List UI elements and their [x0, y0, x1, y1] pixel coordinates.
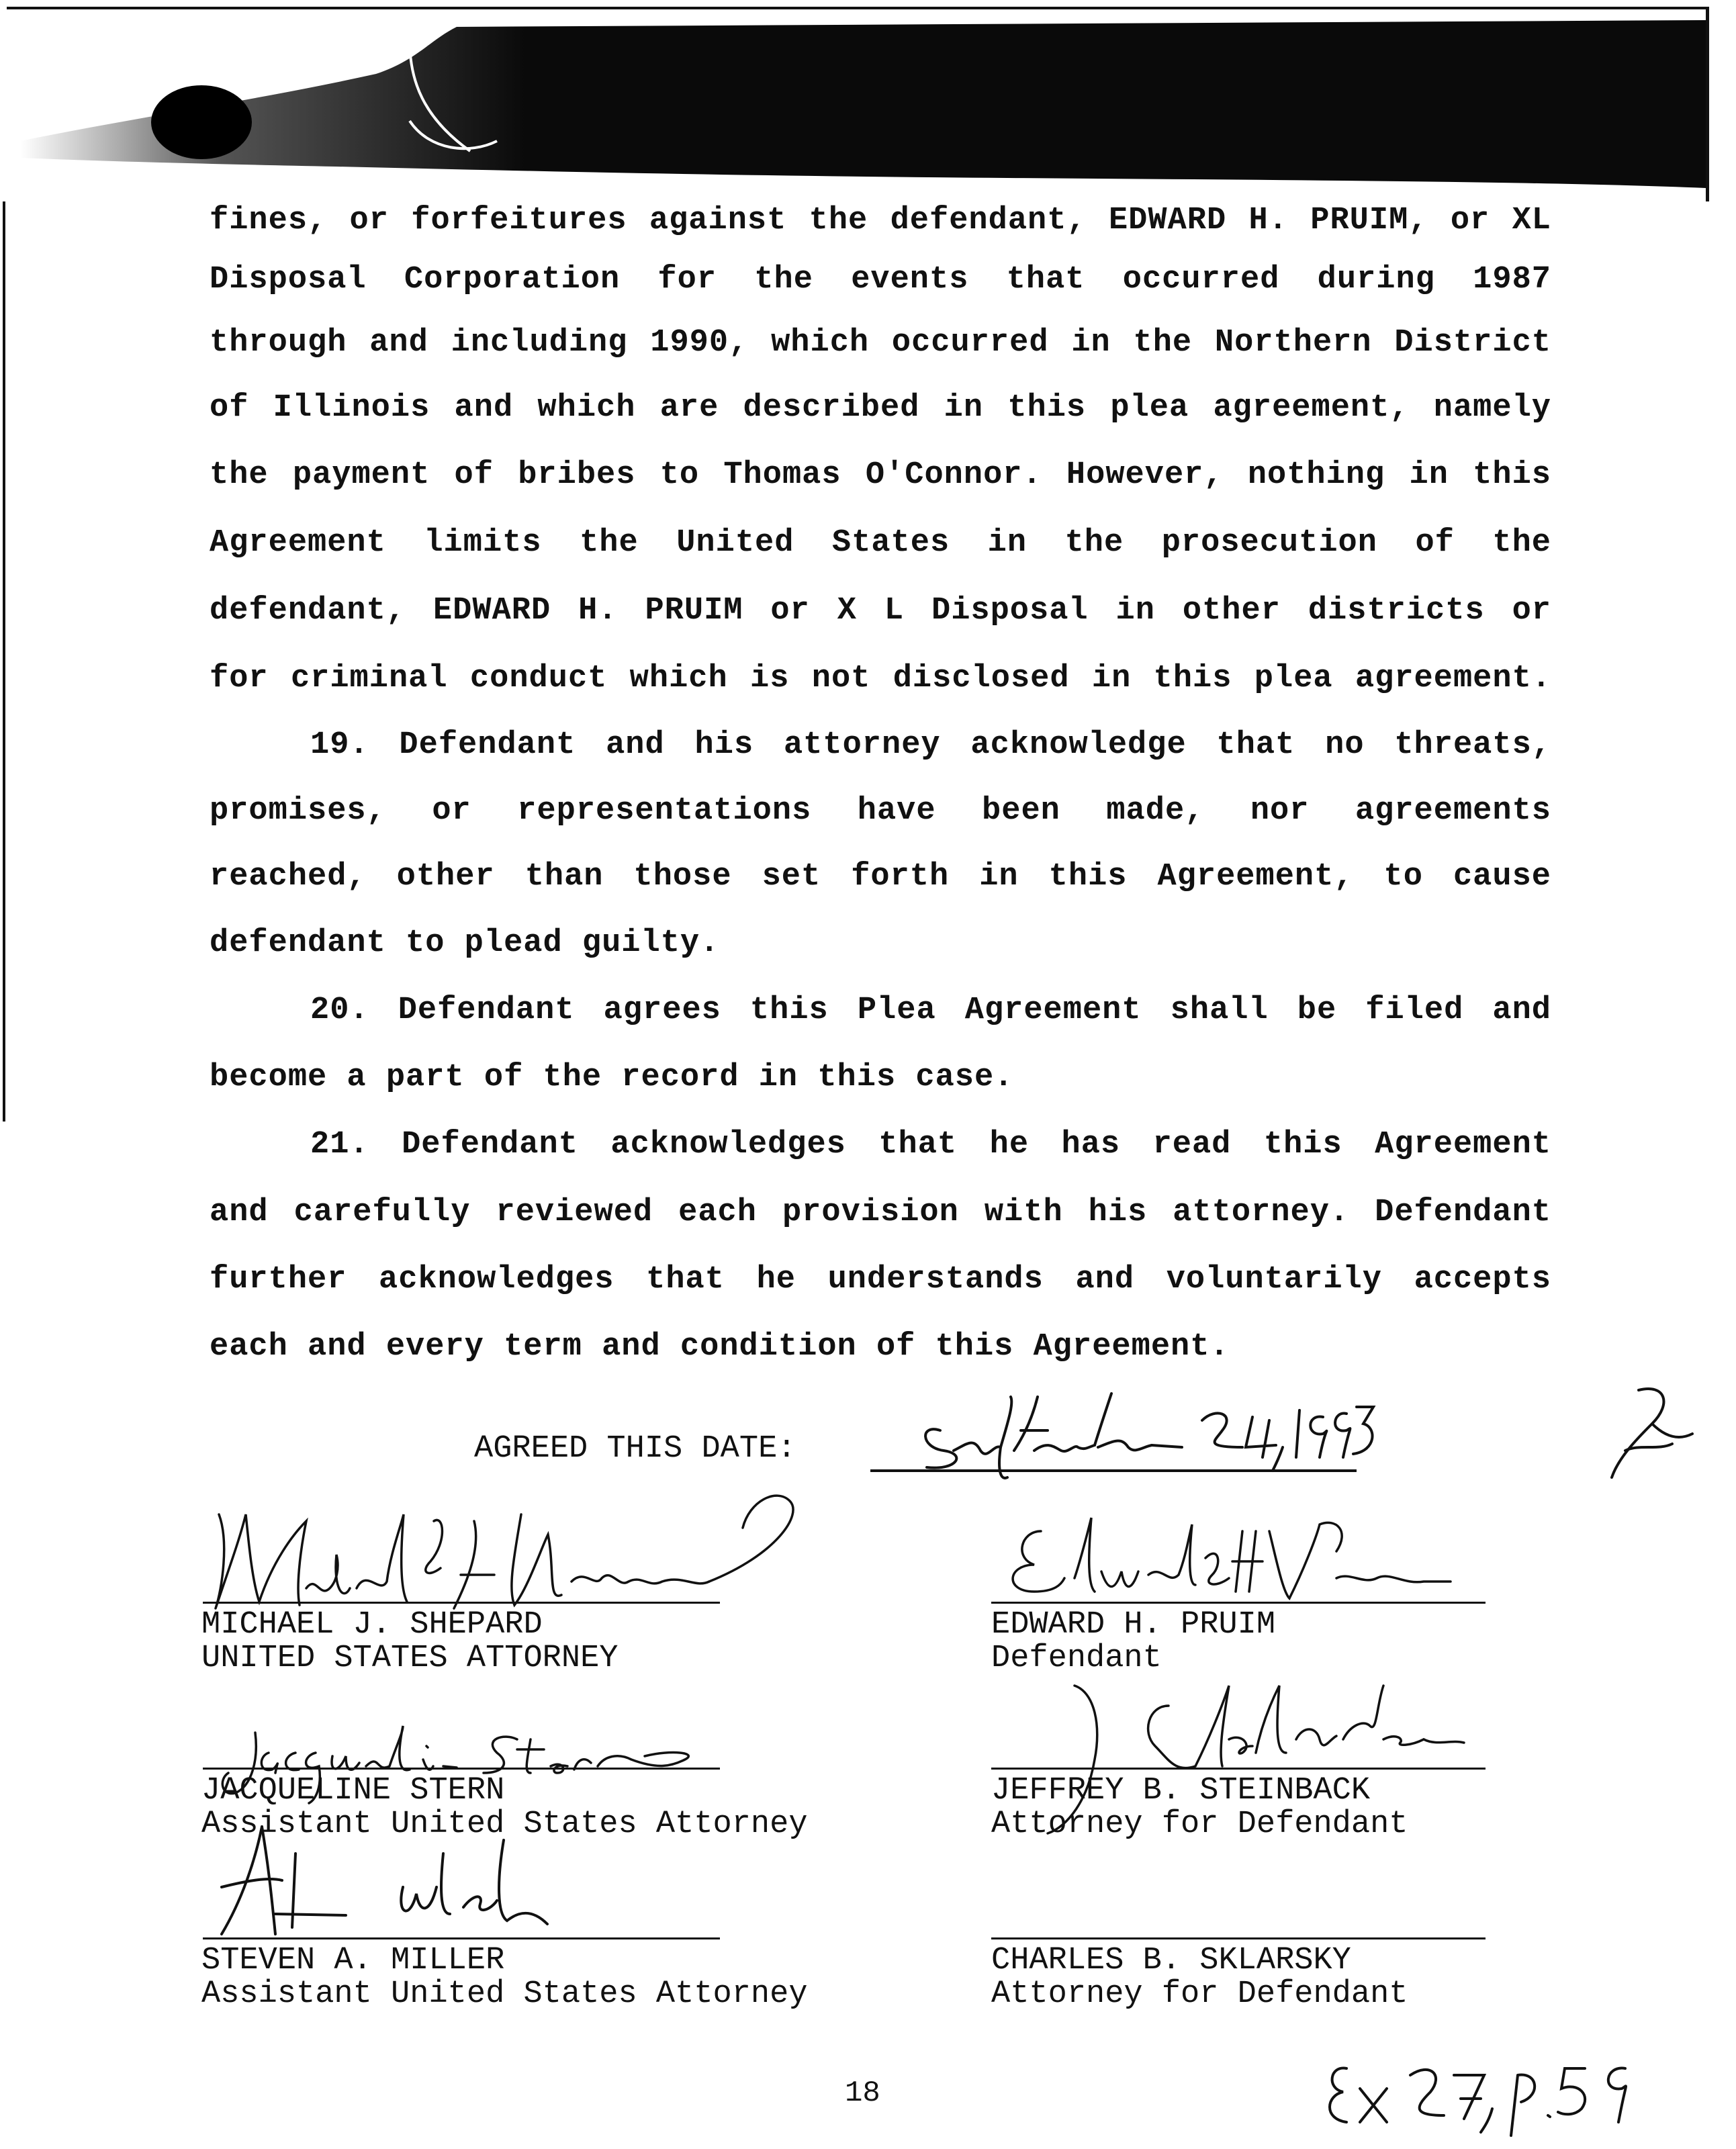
signature-line-sklarsky	[991, 1937, 1486, 1939]
signature-pruim	[987, 1491, 1457, 1618]
signer-title: Assistant United States Attorney	[201, 1807, 808, 1842]
paragraph-21-start: 21. Defendant acknowledges that he has read this Agreement	[310, 1127, 1551, 1162]
signer-title: Attorney for Defendant	[991, 1807, 1408, 1842]
text-line: for criminal conduct which is not disclosed in this plea agreement.	[210, 661, 1551, 696]
signer-title: UNITED STATES ATTORNEY	[201, 1641, 619, 1676]
agreed-date-label: AGREED THIS DATE:	[474, 1431, 796, 1467]
signature-line-pruim	[991, 1602, 1486, 1604]
text-line: through and including 1990, which occurred in the Northern District	[210, 325, 1551, 361]
text-line: of Illinois and which are described in this plea agreement, namely	[210, 390, 1551, 426]
signer-name: EDWARD H. PRUIM	[991, 1607, 1276, 1643]
signature-line-stern	[203, 1768, 720, 1770]
margin-initial	[1598, 1377, 1699, 1484]
signature-block-sklarsky	[991, 1944, 1408, 2011]
text-line: the payment of bribes to Thomas O'Connor. However, nothing in this	[210, 457, 1551, 493]
signature-line-steinback	[991, 1768, 1486, 1770]
text-line: become a part of the record in this case.	[210, 1060, 1014, 1095]
paragraph-19-start: 19. Defendant and his attorney acknowledge that no threats,	[310, 727, 1551, 763]
text-line: promises, or representations have been made, nor agreements	[210, 793, 1551, 829]
signer-name: STEVEN A. MILLER	[201, 1943, 505, 1978]
paragraph-20-start: 20. Defendant agrees this Plea Agreement shall be filed and	[310, 993, 1551, 1028]
signer-title: Attorney for Defendant	[991, 1976, 1408, 2012]
scan-frame-left	[3, 201, 5, 1122]
signature-block-shepard	[201, 1608, 619, 1676]
signature-miller	[208, 1813, 571, 1941]
scan-artifact-top	[0, 0, 1736, 201]
signature-block-steinback	[991, 1774, 1408, 1841]
signer-title: Defendant	[991, 1641, 1162, 1676]
text-line: and carefully reviewed each provision with his attorney. Defendant	[210, 1195, 1551, 1230]
exhibit-annotation	[1316, 2042, 1639, 2142]
signer-name: CHARLES B. SKLARSKY	[991, 1943, 1351, 1978]
handwritten-date	[900, 1383, 1370, 1484]
text-line: defendant to plead guilty.	[210, 925, 720, 961]
signer-name: JACQUELINE STERN	[201, 1773, 505, 1809]
signer-title: Assistant United States Attorney	[201, 1976, 808, 2012]
text-line: defendant, EDWARD H. PRUIM or X L Disposal in other districts or	[210, 593, 1551, 629]
page-number: 18	[845, 2076, 880, 2110]
text-line: each and every term and condition of this Agreement.	[210, 1329, 1230, 1365]
signature-line-shepard	[203, 1602, 720, 1604]
text-line: further acknowledges that he understands and voluntarily accepts	[210, 1262, 1551, 1297]
text-line: fines, or forfeitures against the defendant, EDWARD H. PRUIM, or XL	[210, 203, 1551, 238]
text-line: Disposal Corporation for the events that occurred during 1987	[210, 262, 1551, 298]
signature-block-miller	[201, 1944, 808, 2011]
signer-name: JEFFREY B. STEINBACK	[991, 1773, 1371, 1809]
text-line: Agreement limits the United States in the prosecution of the	[210, 525, 1551, 561]
signature-line-miller	[203, 1937, 720, 1939]
text-line: reached, other than those set forth in this Agreement, to cause	[210, 859, 1551, 895]
signer-name: MICHAEL J. SHEPARD	[201, 1607, 543, 1643]
